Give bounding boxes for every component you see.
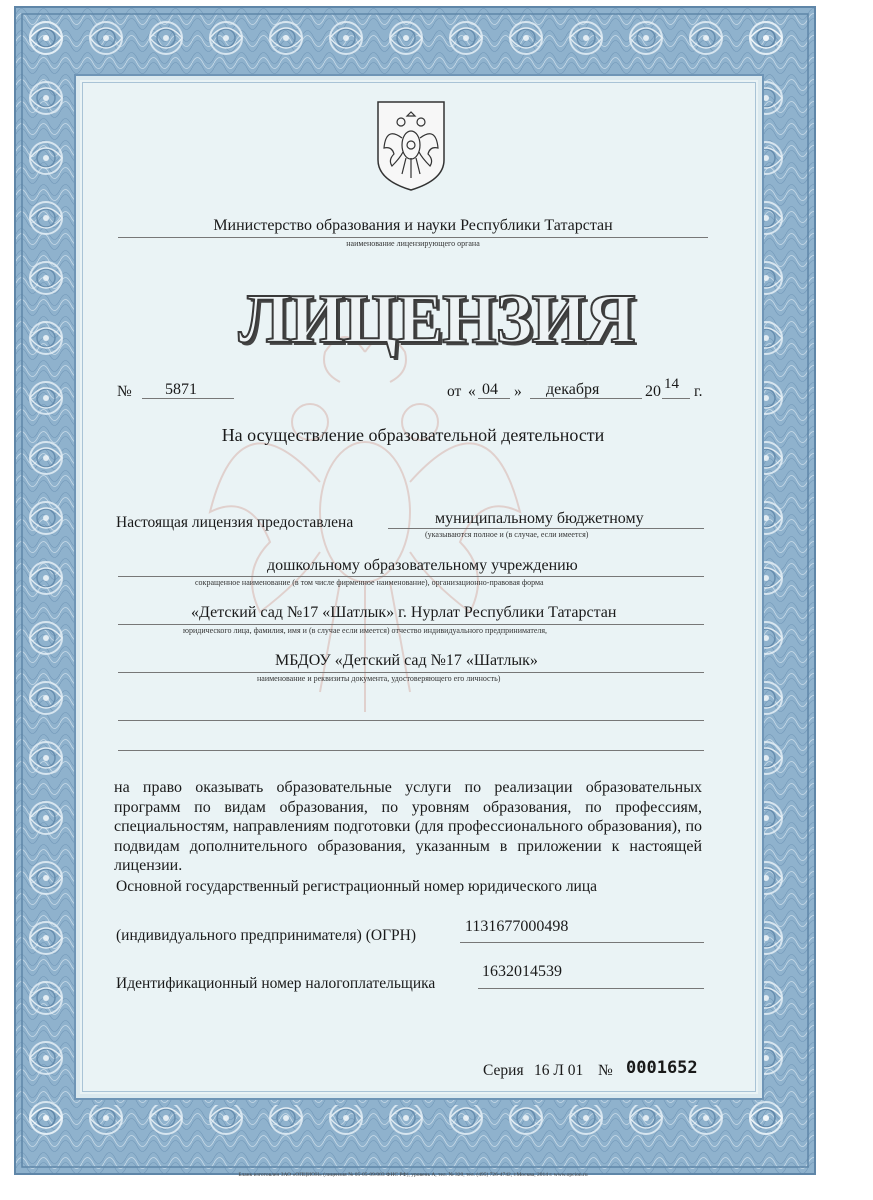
date-year-unit: г. — [694, 383, 703, 400]
grantee-line-4: МБДОУ «Детский сад №17 «Шатлык» — [275, 652, 538, 669]
grantee-line-1: муниципальному бюджетному — [435, 510, 644, 527]
license-number: 5871 — [165, 381, 197, 398]
grantee-underline-2 — [118, 576, 704, 577]
inn-underline — [478, 988, 704, 989]
authority-underline — [118, 237, 708, 238]
grantee-underline-1 — [388, 528, 704, 529]
date-year-prefix: 20 — [645, 383, 661, 400]
year-underline — [662, 398, 690, 399]
authority-caption: наименование лицензирующего органа — [346, 239, 480, 248]
rights-text: на право оказывать образовательные услуги по реализации образовательных программ по видам образования, по уровням образования, по профессиям, специальностям, направлениям подготовки (для профессионального образования), по подвидам дополнительного образования, указанным в приложении к настоящей лицензии. — [114, 779, 702, 874]
grantee-caption-1: (указываются полное и (в случае, если имеется) — [425, 530, 589, 539]
ogrn-value: 1131677000498 — [465, 918, 569, 935]
serial-number: 0001652 — [626, 1058, 698, 1078]
blank-line-2 — [118, 750, 704, 751]
license-purpose: На осуществление образовательной деятельности — [221, 425, 605, 445]
footer-printer-info: Бланк изготовлен ЗАО «ОПЦИОН» (лицензия № 05-05-09/003 ФНС РФ), уровень А, тел. № 320, тел. (495) 726-4742, г.Москва, 2014 г. www.opcion.ru — [238, 1172, 588, 1178]
day-underline — [478, 398, 510, 399]
ogrn-underline — [460, 942, 704, 943]
serial-series: 16 Л 01 — [534, 1062, 584, 1079]
grantee-underline-4 — [118, 672, 704, 673]
number-underline — [142, 398, 234, 399]
grantee-underline-3 — [118, 624, 704, 625]
grantee-label: Настоящая лицензия предоставлена — [116, 514, 354, 531]
serial-label: Серия — [483, 1062, 524, 1079]
ogrn-label-2: (индивидуального предпринимателя) (ОГРН) — [116, 927, 417, 944]
blank-line-1 — [118, 720, 704, 721]
ogrn-label-1: Основной государственный регистрационный номер юридического лица — [116, 878, 598, 895]
serial-number-label: № — [598, 1062, 613, 1079]
date-quote-close: » — [514, 383, 522, 400]
grantee-caption-4: наименование и реквизиты документа, удостоверяющего его личность) — [257, 674, 501, 683]
date-from-label: от — [447, 383, 462, 400]
grantee-caption-2: сокращенное наименование (в том числе фирменное наименование), организационно-правовая форма — [195, 578, 544, 587]
licensing-authority: Министерство образования и науки Республики Татарстан — [213, 217, 613, 234]
grantee-caption-3: юридического лица, фамилия, имя и (в случае если имеется) отчество индивидуального предпринимателя, — [183, 626, 548, 635]
inn-label: Идентификационный номер налогоплательщика — [116, 975, 436, 992]
grantee-line-3: «Детский сад №17 «Шатлык» г. Нурлат Республики Татарстан — [191, 604, 617, 621]
number-label: № — [117, 383, 132, 400]
inn-value: 1632014539 — [482, 963, 562, 980]
month-underline — [530, 398, 642, 399]
document-title: ЛИЦЕНЗИЯ — [238, 281, 635, 358]
date-year-suffix: 14 — [664, 376, 679, 392]
grantee-line-2: дошкольному образовательному учреждению — [267, 557, 578, 574]
date-quote-open: « — [468, 383, 476, 400]
date-month: декабря — [546, 381, 600, 398]
date-day: 04 — [482, 381, 498, 398]
coat-of-arms-icon — [376, 100, 446, 192]
